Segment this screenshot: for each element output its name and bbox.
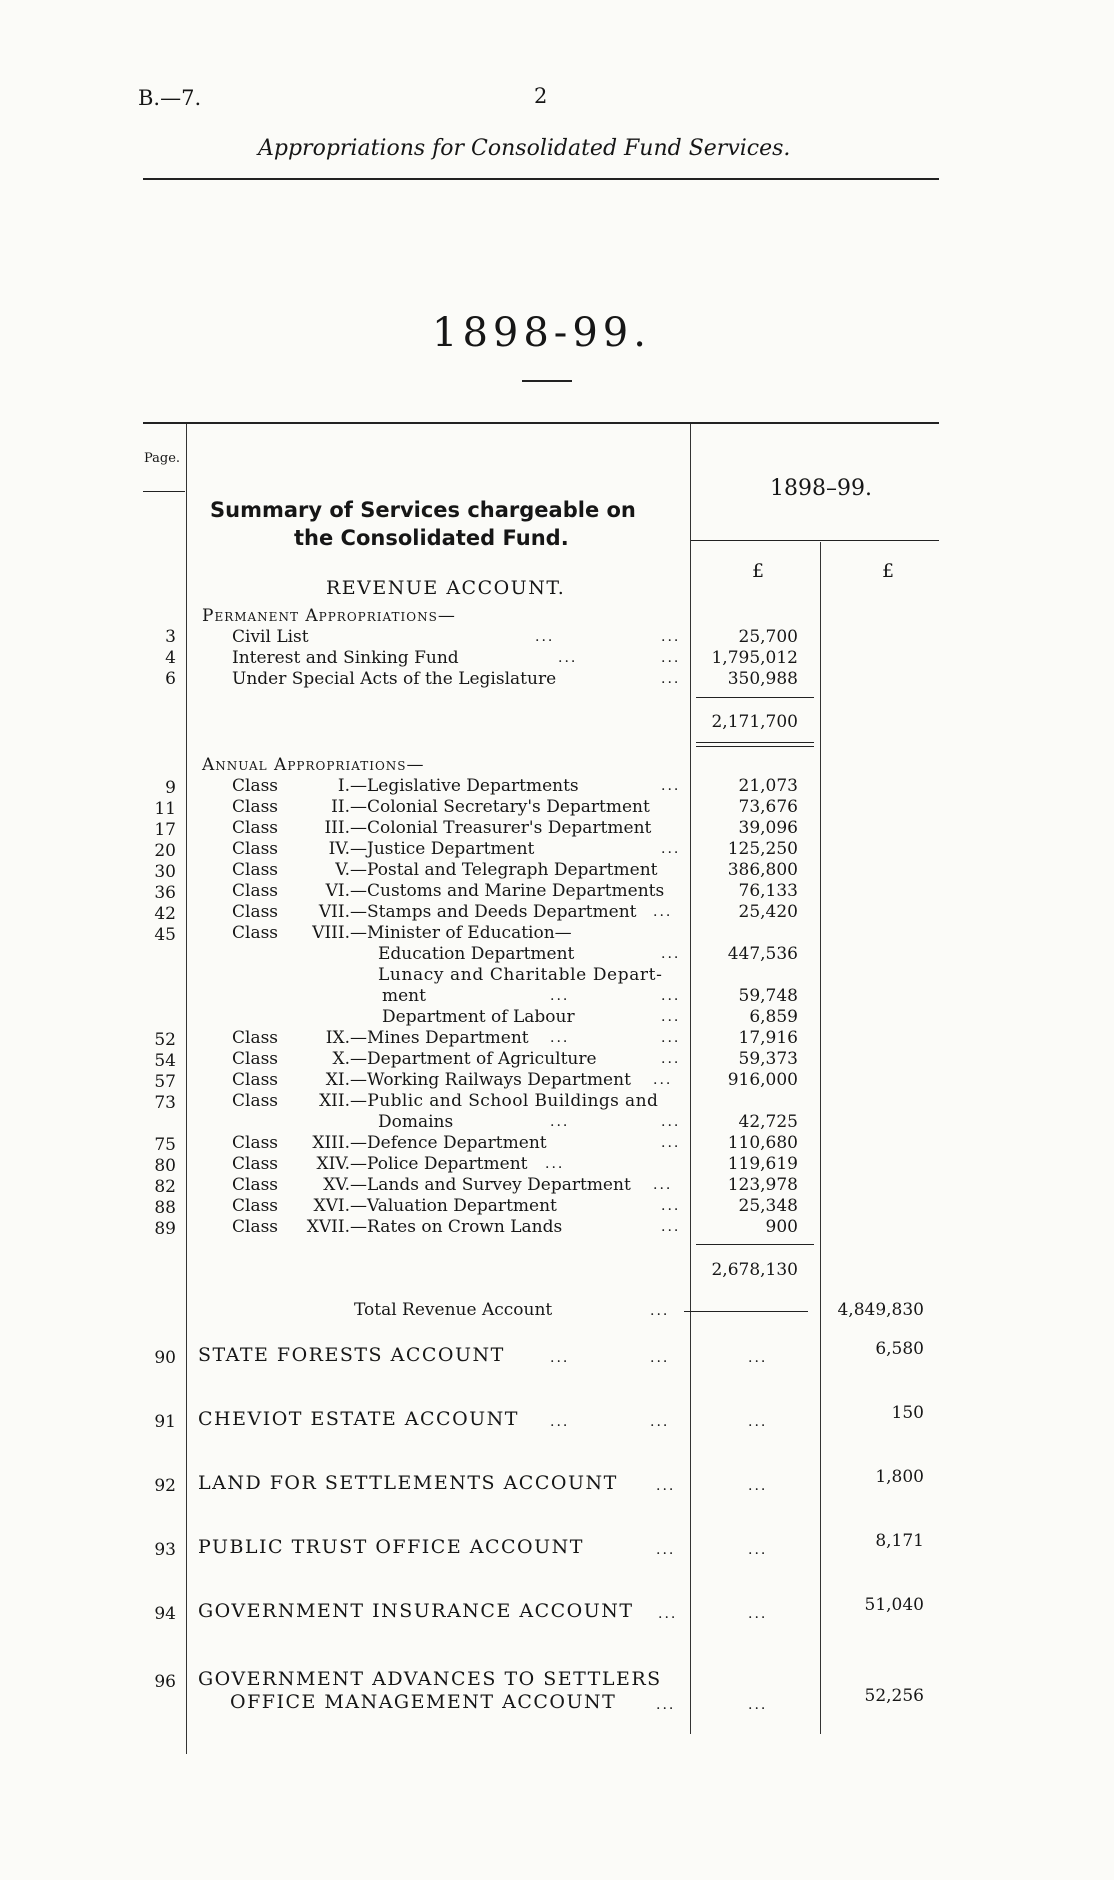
account-label: GOVERNMENT INSURANCE ACCOUNT: [198, 1600, 634, 1622]
row-amount: 25,700: [738, 627, 798, 647]
row-amount: 59,373: [738, 1049, 798, 1069]
class-number: XIII.: [312, 1133, 350, 1153]
row-label: —Department of Agriculture: [350, 1049, 597, 1069]
table-top-rule: [143, 422, 939, 424]
row-amount: 447,536: [727, 944, 798, 964]
class-word: Class: [232, 797, 279, 817]
year-column-header: 1898–99.: [770, 476, 872, 501]
class-number: IX.: [325, 1028, 350, 1048]
class-word: Class: [232, 1154, 279, 1174]
page-ref: 6: [165, 669, 176, 689]
row-label: —Mines Department: [350, 1028, 529, 1048]
class-number: VIII.: [312, 923, 350, 943]
leader-dots: ...: [661, 1135, 681, 1151]
leader-dots: ...: [535, 629, 555, 645]
row-amount: 900: [765, 1217, 798, 1237]
page-ref: 17: [154, 820, 176, 840]
leader-dots: ...: [550, 1350, 570, 1366]
page-ref: 73: [154, 1093, 176, 1113]
leader-dots: ...: [550, 1414, 570, 1430]
class-number: XVI.: [313, 1196, 350, 1216]
subtotal-double-rule: [696, 742, 814, 747]
row-amount: 39,096: [738, 818, 798, 838]
row-amount: 73,676: [738, 797, 798, 817]
class-number: III.: [324, 818, 350, 838]
row-label: —Minister of Education—: [350, 923, 572, 943]
page-ref: 92: [154, 1476, 176, 1496]
page-ref: 90: [154, 1348, 176, 1368]
page-ref: 52: [154, 1030, 176, 1050]
row-amount: 123,978: [727, 1175, 798, 1195]
page-ref: 89: [154, 1219, 176, 1239]
row-amount: 916,000: [727, 1070, 798, 1090]
row-amount: 386,800: [727, 860, 798, 880]
row-label: —Legislative Departments: [350, 776, 579, 796]
row-label-continued: Domains: [378, 1112, 454, 1132]
leader-dots: ...: [658, 1606, 678, 1622]
row-label: —Stamps and Deeds Department: [350, 902, 637, 922]
leader-dots: ...: [650, 1350, 670, 1366]
account-amount: 8,171: [875, 1531, 924, 1551]
page-number: 2: [534, 84, 548, 108]
leader-dots: ...: [650, 1303, 670, 1319]
year-underline: [522, 380, 572, 382]
row-label: Department of Labour: [382, 1007, 575, 1027]
row-amount: 125,250: [727, 839, 798, 859]
class-number: I.: [337, 776, 350, 796]
leader-dots: ...: [748, 1350, 768, 1366]
page-ref: 45: [154, 925, 176, 945]
total-revenue-label: Total Revenue Account: [354, 1300, 553, 1320]
document-code: B.—7.: [138, 86, 202, 110]
class-word: Class: [232, 1091, 279, 1111]
header-rule: [143, 178, 939, 180]
leader-dots: ...: [550, 1030, 570, 1046]
leader-dots: ...: [661, 650, 681, 666]
page-ref: 54: [154, 1051, 176, 1071]
account-label: CHEVIOT ESTATE ACCOUNT: [198, 1408, 519, 1430]
row-amount: 110,680: [727, 1133, 798, 1153]
row-label: Under Special Acts of the Legislature: [232, 669, 557, 689]
summary-title-line2: the Consolidated Fund.: [294, 526, 569, 550]
class-word: Class: [232, 1070, 279, 1090]
account-amount: 51,040: [864, 1595, 924, 1615]
leader-dots: ...: [661, 1030, 681, 1046]
class-number: II.: [331, 797, 350, 817]
row-label: —Police Department: [350, 1154, 528, 1174]
revenue-account-heading: REVENUE ACCOUNT.: [326, 577, 566, 599]
leader-dots: ...: [661, 841, 681, 857]
total-revenue-amount: 4,849,830: [837, 1300, 924, 1320]
row-amount: 42,725: [738, 1112, 798, 1132]
subtotal-rule: [696, 1244, 814, 1245]
class-number: XI.: [325, 1070, 350, 1090]
row-label: Lunacy and Charitable Depart-: [378, 965, 663, 985]
row-label: —Colonial Secretary's Department: [350, 797, 650, 817]
year-title: 1898-99.: [432, 310, 651, 356]
class-number: XII.: [319, 1091, 350, 1111]
leader-dots: ...: [545, 1156, 565, 1172]
row-label: —Justice Department: [350, 839, 535, 859]
currency-symbol-col2: £: [882, 560, 895, 582]
account-amount: 1,800: [875, 1467, 924, 1487]
class-word: Class: [232, 923, 279, 943]
leader-dots: ...: [656, 1697, 676, 1713]
page-ref: 93: [154, 1540, 176, 1560]
class-number: XIV.: [316, 1154, 350, 1174]
leader-dots: ...: [748, 1606, 768, 1622]
leader-dots: ...: [661, 1198, 681, 1214]
leader-dots: ...: [550, 1114, 570, 1130]
page-ref: 4: [165, 648, 176, 668]
class-number: XV.: [323, 1175, 350, 1195]
page-ref: 9: [165, 778, 176, 798]
page-ref: 75: [154, 1135, 176, 1155]
leader-dots: ...: [653, 1072, 673, 1088]
account-amount: 52,256: [864, 1686, 924, 1706]
amount-col-rule: [820, 542, 821, 1734]
desc-col-rule: [690, 424, 691, 1734]
class-number: IV.: [328, 839, 350, 859]
page-ref: 20: [154, 841, 176, 861]
leader-dots: ...: [656, 1478, 676, 1494]
leader-dots: ...: [748, 1697, 768, 1713]
permanent-appropriations-heading: Permanent Appropriations—: [202, 606, 456, 626]
page-ref: 88: [154, 1198, 176, 1218]
row-amount: 1,795,012: [711, 648, 798, 668]
page-ref: 11: [154, 799, 176, 819]
class-word: Class: [232, 902, 279, 922]
class-number: X.: [332, 1049, 350, 1069]
leader-dots: ...: [661, 1219, 681, 1235]
leader-dots: ...: [748, 1478, 768, 1494]
annual-appropriations-heading: Annual Appropriations—: [202, 755, 425, 775]
class-word: Class: [232, 818, 279, 838]
subtotal-rule: [696, 697, 814, 698]
class-number: XVII.: [306, 1217, 350, 1237]
class-number: VII.: [318, 902, 350, 922]
leader-dots: ...: [653, 1177, 673, 1193]
class-word: Class: [232, 839, 279, 859]
leader-dots: ...: [661, 1009, 681, 1025]
page-ref: 82: [154, 1177, 176, 1197]
page-subtitle: Appropriations for Consolidated Fund Services.: [258, 136, 791, 161]
row-amount: 119,619: [727, 1154, 798, 1174]
leader-dots: ...: [661, 946, 681, 962]
annual-subtotal: 2,678,130: [711, 1260, 798, 1280]
summary-title-line1: Summary of Services chargeable on: [210, 498, 636, 522]
leader-dots: ...: [661, 671, 681, 687]
row-label: —Working Railways Department: [350, 1070, 631, 1090]
row-label: —Rates on Crown Lands: [350, 1217, 563, 1237]
class-word: Class: [232, 1049, 279, 1069]
row-label: —Lands and Survey Department: [350, 1175, 631, 1195]
page-ref: 36: [154, 883, 176, 903]
row-label: Civil List: [232, 627, 309, 647]
row-label: —Colonial Treasurer's Department: [350, 818, 652, 838]
class-word: Class: [232, 1028, 279, 1048]
page-ref: 57: [154, 1072, 176, 1092]
class-number: VI.: [325, 881, 350, 901]
class-word: Class: [232, 1217, 279, 1237]
leader-dots: ...: [661, 1114, 681, 1130]
account-label: GOVERNMENT ADVANCES TO SETTLERS: [198, 1668, 662, 1690]
page-ref: 3: [165, 627, 176, 647]
leader-dots: ...: [650, 1414, 670, 1430]
row-amount: 59,748: [738, 986, 798, 1006]
account-label-continued: OFFICE MANAGEMENT ACCOUNT: [230, 1691, 617, 1713]
row-label-continued: ment: [382, 986, 426, 1006]
class-word: Class: [232, 881, 279, 901]
row-amount: 21,073: [738, 776, 798, 796]
page-ref: 42: [154, 904, 176, 924]
leader-dots: ...: [661, 1051, 681, 1067]
page-ref: 91: [154, 1412, 176, 1432]
class-word: Class: [232, 1133, 279, 1153]
row-label: —Valuation Department: [350, 1196, 557, 1216]
row-amount: 76,133: [738, 881, 798, 901]
page-ref: 80: [154, 1156, 176, 1176]
class-word: Class: [232, 1175, 279, 1195]
page-ref: 96: [154, 1672, 176, 1692]
page-ref: 94: [154, 1604, 176, 1624]
row-label: —Public and School Buildings and: [350, 1091, 659, 1111]
row-amount: 25,348: [738, 1196, 798, 1216]
leader-dots: ...: [748, 1542, 768, 1558]
page-column-header: Page.: [144, 451, 181, 466]
account-label: PUBLIC TRUST OFFICE ACCOUNT: [198, 1536, 584, 1558]
leader-dots: ...: [550, 988, 570, 1004]
class-number: V.: [335, 860, 350, 880]
class-word: Class: [232, 776, 279, 796]
account-label: LAND FOR SETTLEMENTS ACCOUNT: [198, 1472, 618, 1494]
row-amount: 350,988: [727, 669, 798, 689]
row-label: Education Department: [378, 944, 575, 964]
leader-dots: ...: [661, 778, 681, 794]
currency-symbol-col1: £: [752, 560, 765, 582]
leader-dots: ...: [656, 1542, 676, 1558]
row-label: Interest and Sinking Fund: [232, 648, 459, 668]
leader-dots: ...: [558, 650, 578, 666]
leader-dots: ...: [748, 1414, 768, 1430]
page-header-rule: [143, 491, 185, 492]
class-word: Class: [232, 860, 279, 880]
row-amount: 6,859: [749, 1007, 798, 1027]
year-header-rule: [691, 540, 939, 541]
page-col-rule: [186, 424, 187, 1754]
row-amount: 17,916: [738, 1028, 798, 1048]
leader-dots: ...: [661, 629, 681, 645]
account-amount: 150: [891, 1403, 924, 1423]
row-label: —Customs and Marine Departments: [350, 881, 665, 901]
leader-dots: ...: [661, 988, 681, 1004]
class-word: Class: [232, 1196, 279, 1216]
page-ref: 30: [154, 862, 176, 882]
row-label: —Postal and Telegraph Department: [350, 860, 658, 880]
account-label: STATE FORESTS ACCOUNT: [198, 1344, 505, 1366]
total-rule: [684, 1311, 808, 1312]
account-amount: 6,580: [875, 1339, 924, 1359]
row-label: —Defence Department: [350, 1133, 547, 1153]
permanent-subtotal: 2,171,700: [711, 712, 798, 732]
row-amount: 25,420: [738, 902, 798, 922]
leader-dots: ...: [653, 904, 673, 920]
